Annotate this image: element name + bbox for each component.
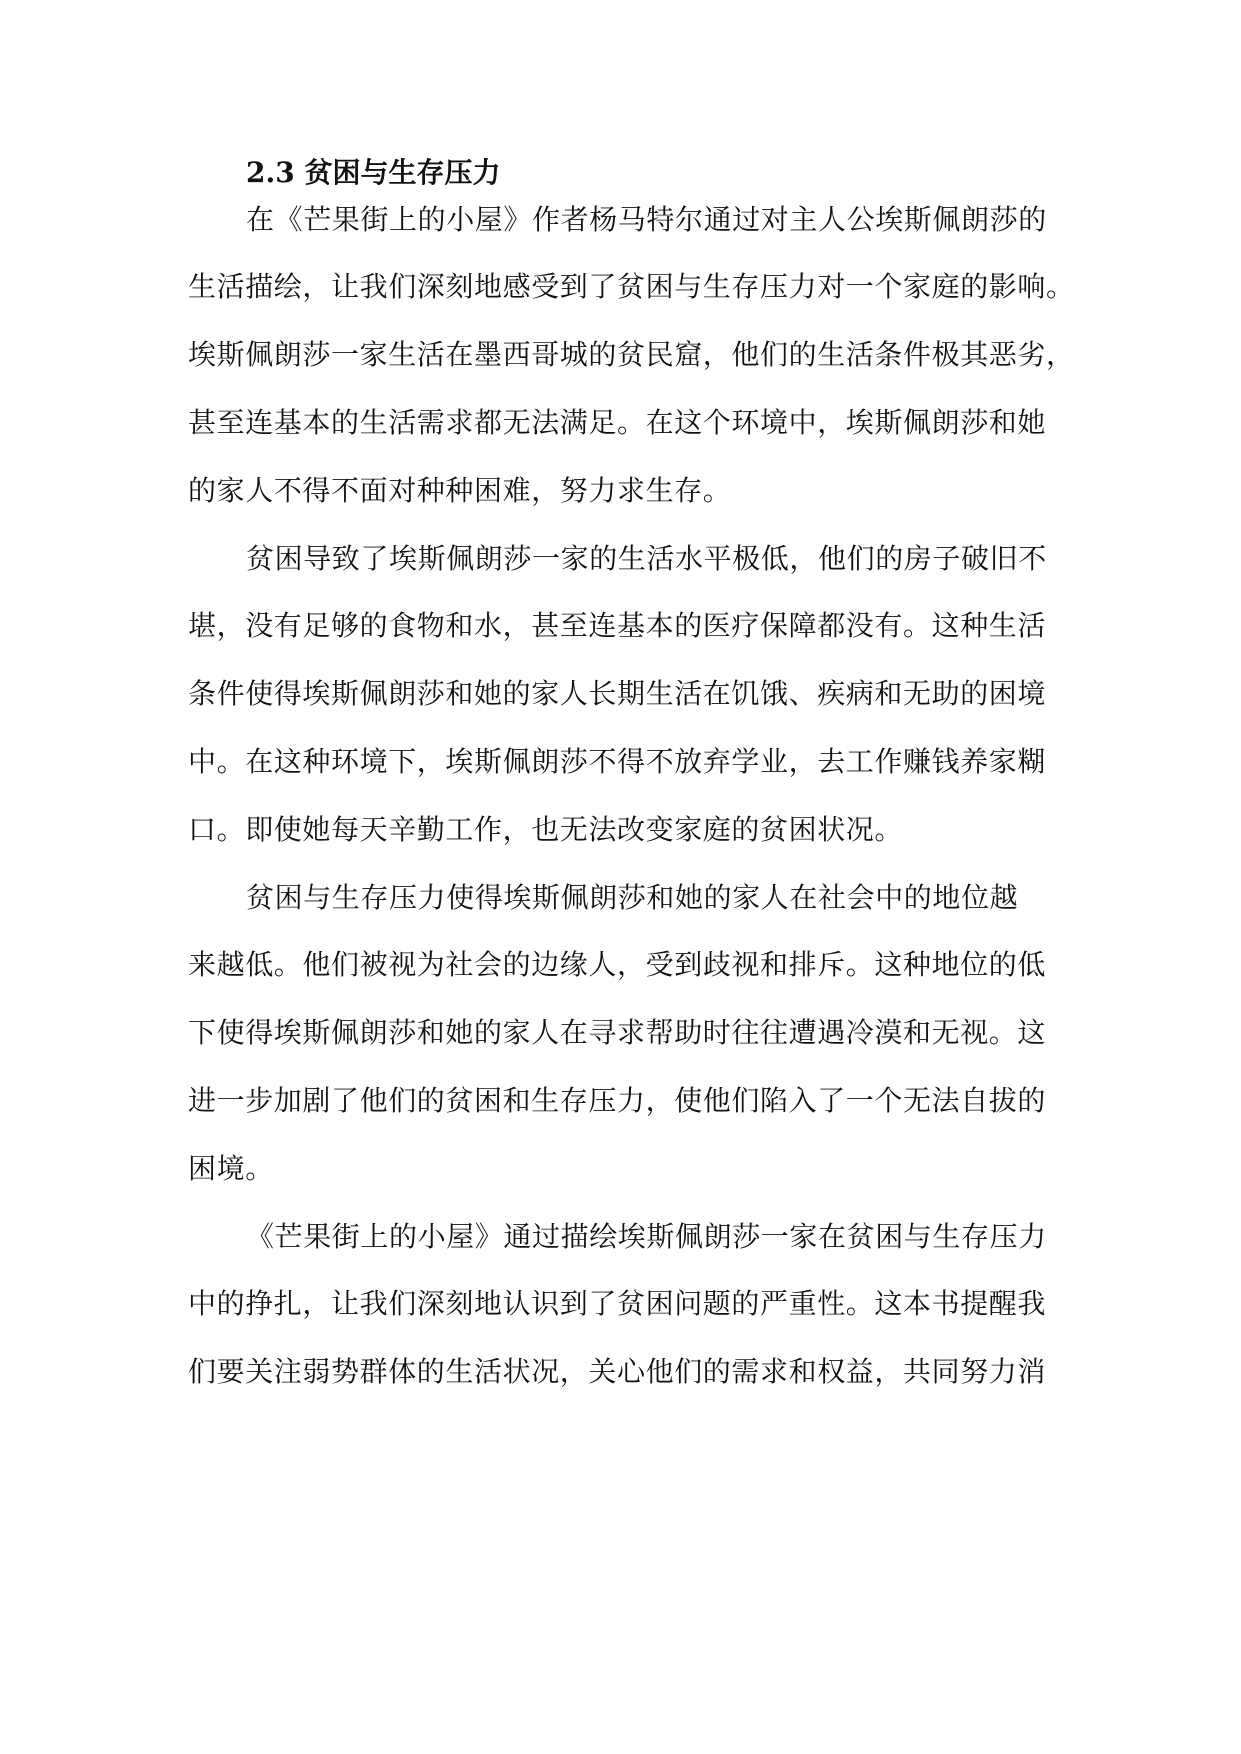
- paragraph-line: 在《芒果街上的小屋》作者杨马特尔通过对主人公埃斯佩朗莎的: [246, 203, 1047, 236]
- paragraph-line: 们要关注弱势群体的生活状况，关心他们的需求和权益，共同努力消: [188, 1355, 1047, 1388]
- paragraph-line: 口。即使她每天辛勤工作，也无法改变家庭的贫困状况。: [188, 813, 904, 846]
- paragraph-line: 来越低。他们被视为社会的边缘人，受到歧视和排斥。这种地位的低: [188, 948, 1047, 981]
- paragraph-line: 中。在这种环境下，埃斯佩朗莎不得不放弃学业，去工作赚钱养家糊: [188, 745, 1047, 778]
- paragraph-line: 埃斯佩朗莎一家生活在墨西哥城的贫民窟，他们的生活条件极其恶劣，: [188, 338, 1075, 371]
- paragraph-line: 堪，没有足够的食物和水，甚至连基本的医疗保障都没有。这种生活: [188, 609, 1047, 642]
- paragraph-line: 下使得埃斯佩朗莎和她的家人在寻求帮助时往往遭遇冷漠和无视。这: [188, 1016, 1047, 1049]
- paragraph-line: 进一步加剧了他们的贫困和生存压力，使他们陷入了一个无法自拔的: [188, 1084, 1047, 1117]
- paragraph-line: 的家人不得不面对种种困难，努力求生存。: [188, 474, 732, 507]
- paragraph-line: 困境。: [188, 1152, 274, 1185]
- paragraph-line: 甚至连基本的生活需求都无法满足。在这个环境中，埃斯佩朗莎和她: [188, 406, 1047, 439]
- paragraph-line: 贫困导致了埃斯佩朗莎一家的生活水平极低，他们的房子破旧不: [246, 542, 1047, 575]
- paragraph-line: 贫困与生存压力使得埃斯佩朗莎和她的家人在社会中的地位越: [246, 881, 1019, 914]
- paragraph-line: 中的挣扎，让我们深刻地认识到了贫困问题的严重性。这本书提醒我: [188, 1287, 1047, 1320]
- paragraph-line: 《芒果街上的小屋》通过描绘埃斯佩朗莎一家在贫困与生存压力: [246, 1220, 1047, 1253]
- section-heading: 2.3 贫困与生存压力: [246, 156, 501, 189]
- paragraph-line: 条件使得埃斯佩朗莎和她的家人长期生活在饥饿、疾病和无助的困境: [188, 677, 1047, 710]
- paragraph-line: 生活描绘，让我们深刻地感受到了贫困与生存压力对一个家庭的影响。: [188, 270, 1075, 303]
